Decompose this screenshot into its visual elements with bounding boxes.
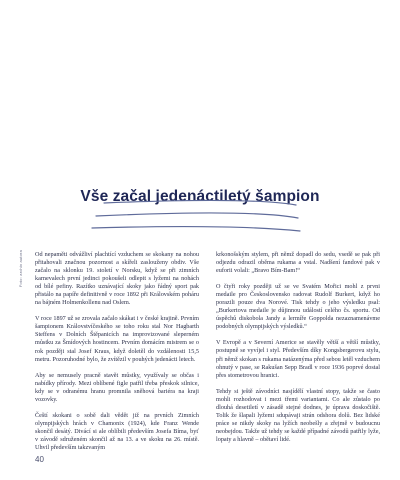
ski-rule-decoration bbox=[0, 196, 400, 236]
text-column-right bbox=[216, 251, 380, 452]
paragraph: Od nepaměti odvážliví plachtící vzduchem se skokany na nohou přitahovali značnou pozornost a skířeli zaslouženy obdiv. Vše začalo na sklonku 19. století v Norsku, když se při zimních karnevalech první jedinci pokoušeli odlepit s lyžemi na nohách od bílé pefiny. Razítko uznávající skoky jako řádný sport pak přistálo na papíře definitivně v roce 1892 při Královském poháru na bájném Holmenkollenu nad Oslem. bbox=[35, 251, 199, 307]
page-number: 40 bbox=[35, 455, 44, 464]
paragraph: Čeští skokani o sobě dali vědět již na prvních Zimních olympijských hrách v Chamonix (1924), kde Franz Wende skončil desátý. Divácí si ale oblíbili především Josefa Bíma, byť v závodě sdruženém skončil až na 13. a ve skoku na 26. místě. Uhvil především takzvaným bbox=[35, 411, 199, 451]
ski-rule-line-3 bbox=[92, 227, 300, 231]
paragraph: O čtyři roky později už se ve Svatém Mořici mohl z prvni medaile pro Československo radovat Rudolf Burkert, když ho porazili pouze dva Norové. Tisk tehdy o jeho výsledku psal: „Burkertova medaile je důjinnou událostí celého čs. sportu. Od úspěchů diskobola Jandy a lermíře Goppolda nezaznamenávme podobných olympijských výsledků.“ bbox=[216, 283, 380, 331]
ski-rule-line-1 bbox=[104, 200, 296, 205]
chapter-title: Vše začal jedenáctiletý šampion bbox=[80, 188, 320, 206]
text-column-left bbox=[35, 251, 199, 460]
ski-rule-line-2 bbox=[96, 213, 298, 218]
photo-credit-label: Foto: archiv autora bbox=[18, 250, 23, 288]
paragraph: krkonošským stylem, při němž dopadl do sedu, vsedě se pak při odjezdu odrazil oběma rukama a vstal. Nadšení fandové pak v euforii volali: „Bravo Bím-Bam!“ bbox=[216, 251, 380, 275]
paragraph: Aby se nemusely pracně stavět můstky, využívaly se občas i nabídky přírody. Mezi oblíbené figle patřil třeba přeskok silnice, kdy se v odranému hranu promnila sněhová bariéra na kraji vozovky. bbox=[35, 371, 199, 403]
paragraph: V roce 1897 už se zrovala začalo skákat i v české krajině. Prvním šampionem Královstvíčeského se toho roku stal Nor Hagbarth Steffens v Dolních Štěpanicích na improvizované sleperném můstku za Šmídových hostincem. Prvním domácím mistrem se o rok později stal Josef Kraus, když doletěl do vzdálenosti 15,5 metru. Pozoruhodné bylo, že zvítězil v pouhých jedenácti letech. bbox=[35, 315, 199, 363]
paragraph: Tehdy si ještě závodníci nasjídělí vlastní stopy, takže se často mohli rozhodovat i mezi třemi variantami. Co ale zůstalo po dlouhá desetiletí v zásadě stejné dodnes, je úprava doskočiště. Tolik že šlapali lyžemi sdupávaji strán odshora dolů. Bez lidské práce se nikdy skoky na lyžích neobešly a zřejmě v budoucnu neobejdou. Takže už tehdy se každé případné závodů patřily lyže, lopaty a hlavně – obětaví lidé. bbox=[216, 387, 380, 443]
paragraph: V Evropě a v Severní Americe se stavěly větší a větší můstky, postupně se vyvíjel i styl. Především díky Kongsbergerovu stylu, při němž skokan s rukama natázenýma před sebou letěl vzduchem ohnutý v pase, se Rakušan Sepp Bradl v roce 1936 poprvé dostal přes stometrovou hranici. bbox=[216, 339, 380, 379]
